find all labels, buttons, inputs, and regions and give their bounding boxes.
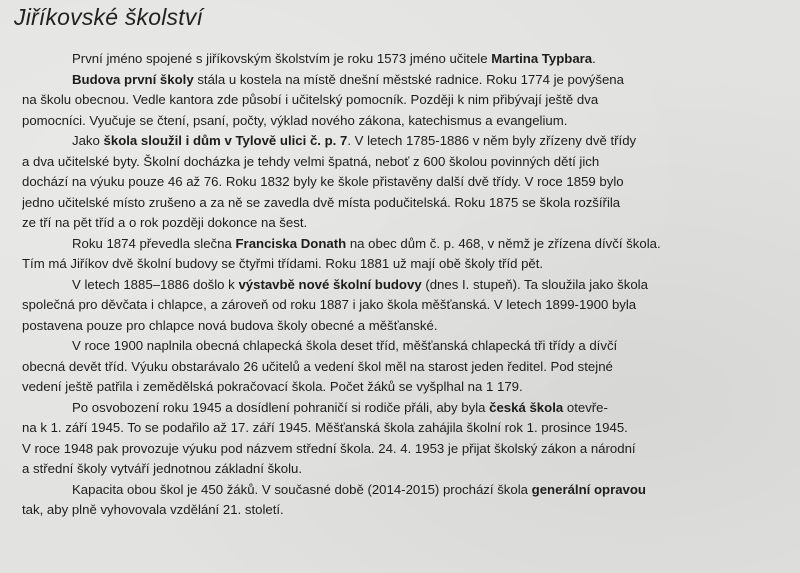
text-line xyxy=(22,111,788,132)
text-line xyxy=(22,70,788,91)
text-line xyxy=(22,254,788,275)
bold-phrase: Budova první školy xyxy=(72,71,194,87)
text-run: První jméno spojené s jiříkovským školstvím je roku 1573 jméno učitele xyxy=(72,51,492,66)
text-run: . V letech 1785-1886 v něm byly zřízeny dvě třídy xyxy=(347,133,637,148)
text-line xyxy=(22,336,788,357)
text-line xyxy=(22,316,788,337)
text-line xyxy=(22,480,788,501)
text-line xyxy=(22,234,788,255)
text-run: Roku 1874 převedla slečna xyxy=(72,235,236,251)
text-line xyxy=(22,377,788,398)
text-run: na školu obecnou. Vedle kantora zde působí i učitelský pomocník. Později k nim přibývají ještě dva xyxy=(22,92,599,107)
text-run: jedno učitelské místo zrušeno a za ně se zavedla dvě místa podučitelská. Roku 1875 se škola rozšířila xyxy=(22,194,621,210)
text-line xyxy=(22,500,788,521)
text-run: pomocníci. Vyučuje se čtení, psaní, počty, výklad nového zákona, katechismus a evangelium. xyxy=(22,112,568,128)
text-line xyxy=(22,131,788,152)
text-line xyxy=(22,49,788,70)
text-run: otevře- xyxy=(563,399,608,415)
text-line xyxy=(22,295,788,316)
text-run: stála u kostela na místě dnešní městské radnice. Roku 1774 je povýšena xyxy=(193,71,624,87)
text-run: V roce 1948 pak provozuje výuku pod názvem střední škola. 24. 4. 1953 je přijat školský zákon a národní xyxy=(22,440,636,456)
text-run: Kapacita obou škol je 450 žáků. V současné době (2014-2015) prochází škola xyxy=(72,481,532,497)
text-line xyxy=(22,90,788,111)
text-run: společná pro děvčata i chlapce, a zároveň od roku 1887 i jako škola měšťanská. V letech 1899-1900 byla xyxy=(22,297,637,312)
text-line xyxy=(22,193,788,214)
bold-phrase: škola sloužil i dům v Tylově ulici č. p. 7 xyxy=(103,133,348,148)
text-run: (dnes I. stupeň). Ta sloužila jako škola xyxy=(421,276,648,292)
text-run: V letech 1885–1886 došlo k xyxy=(72,276,239,292)
text-run: vedení ještě patřila i zemědělská pokračovací škola. Počet žáků se vyšplhal na 1 179. xyxy=(22,379,523,394)
bold-phrase: generální opravou xyxy=(531,481,646,497)
text-run: a střední školy vytváří jednotnou základní školu. xyxy=(22,461,303,476)
text-run: ze tří na pět tříd a o rok později dokonce na šest. xyxy=(22,215,308,230)
text-run: . xyxy=(592,51,596,66)
text-run: Tím má Jiříkov dvě školní budovy se čtyřmi třídami. Roku 1881 už mají obě školy tříd pět. xyxy=(22,256,544,271)
text-line xyxy=(22,275,788,296)
text-run: V roce 1900 naplnila obecná chlapecká škola deset tříd, měšťanská chlapecká tři třídy a dívčí xyxy=(72,338,618,353)
history-text xyxy=(22,49,788,521)
text-line xyxy=(22,357,788,378)
bold-phrase: česká škola xyxy=(489,399,564,415)
text-run: tak, aby plně vyhovovala vzdělání 21. století. xyxy=(22,502,284,517)
text-run: a dva učitelské byty. Školní docházka je tehdy velmi špatná, neboť z 600 školou povinných dětí jich xyxy=(22,153,600,169)
text-line xyxy=(22,418,788,439)
text-line xyxy=(22,398,788,419)
text-line xyxy=(22,172,788,193)
bold-phrase: Franciska Donath xyxy=(235,235,347,251)
text-line xyxy=(22,439,788,460)
text-line xyxy=(22,213,788,234)
text-run: Po osvobození roku 1945 a dosídlení pohraničí si rodiče přáli, aby byla xyxy=(72,399,490,415)
text-run: postavena pouze pro chlapce nová budova školy obecné a měšťanské. xyxy=(22,317,438,333)
text-run: na k 1. září 1945. To se podařilo až 17. září 1945. Měšťanská škola zahájila školní rok 1. prosince 1945. xyxy=(22,420,628,435)
text-run: obecná devět tříd. Výuku obstarávalo 26 učitelů a vedení škol měl na starost jeden ředitel. Pod stejné xyxy=(22,358,613,374)
bold-phrase: Martina Typbara xyxy=(491,51,593,66)
text-run: Jako xyxy=(72,133,104,148)
page-title: Jiříkovské školství xyxy=(14,4,204,30)
text-line xyxy=(22,152,788,173)
text-run: na obec dům č. p. 468, v němž je zřízena dívčí škola. xyxy=(346,235,661,251)
text-line xyxy=(22,459,788,480)
bold-phrase: výstavbě nové školní budovy xyxy=(238,276,422,292)
text-run: dochází na výuku pouze 46 až 76. Roku 1832 byly ke škole přistavěny další dvě třídy. V roce 1859 bylo xyxy=(22,174,624,189)
